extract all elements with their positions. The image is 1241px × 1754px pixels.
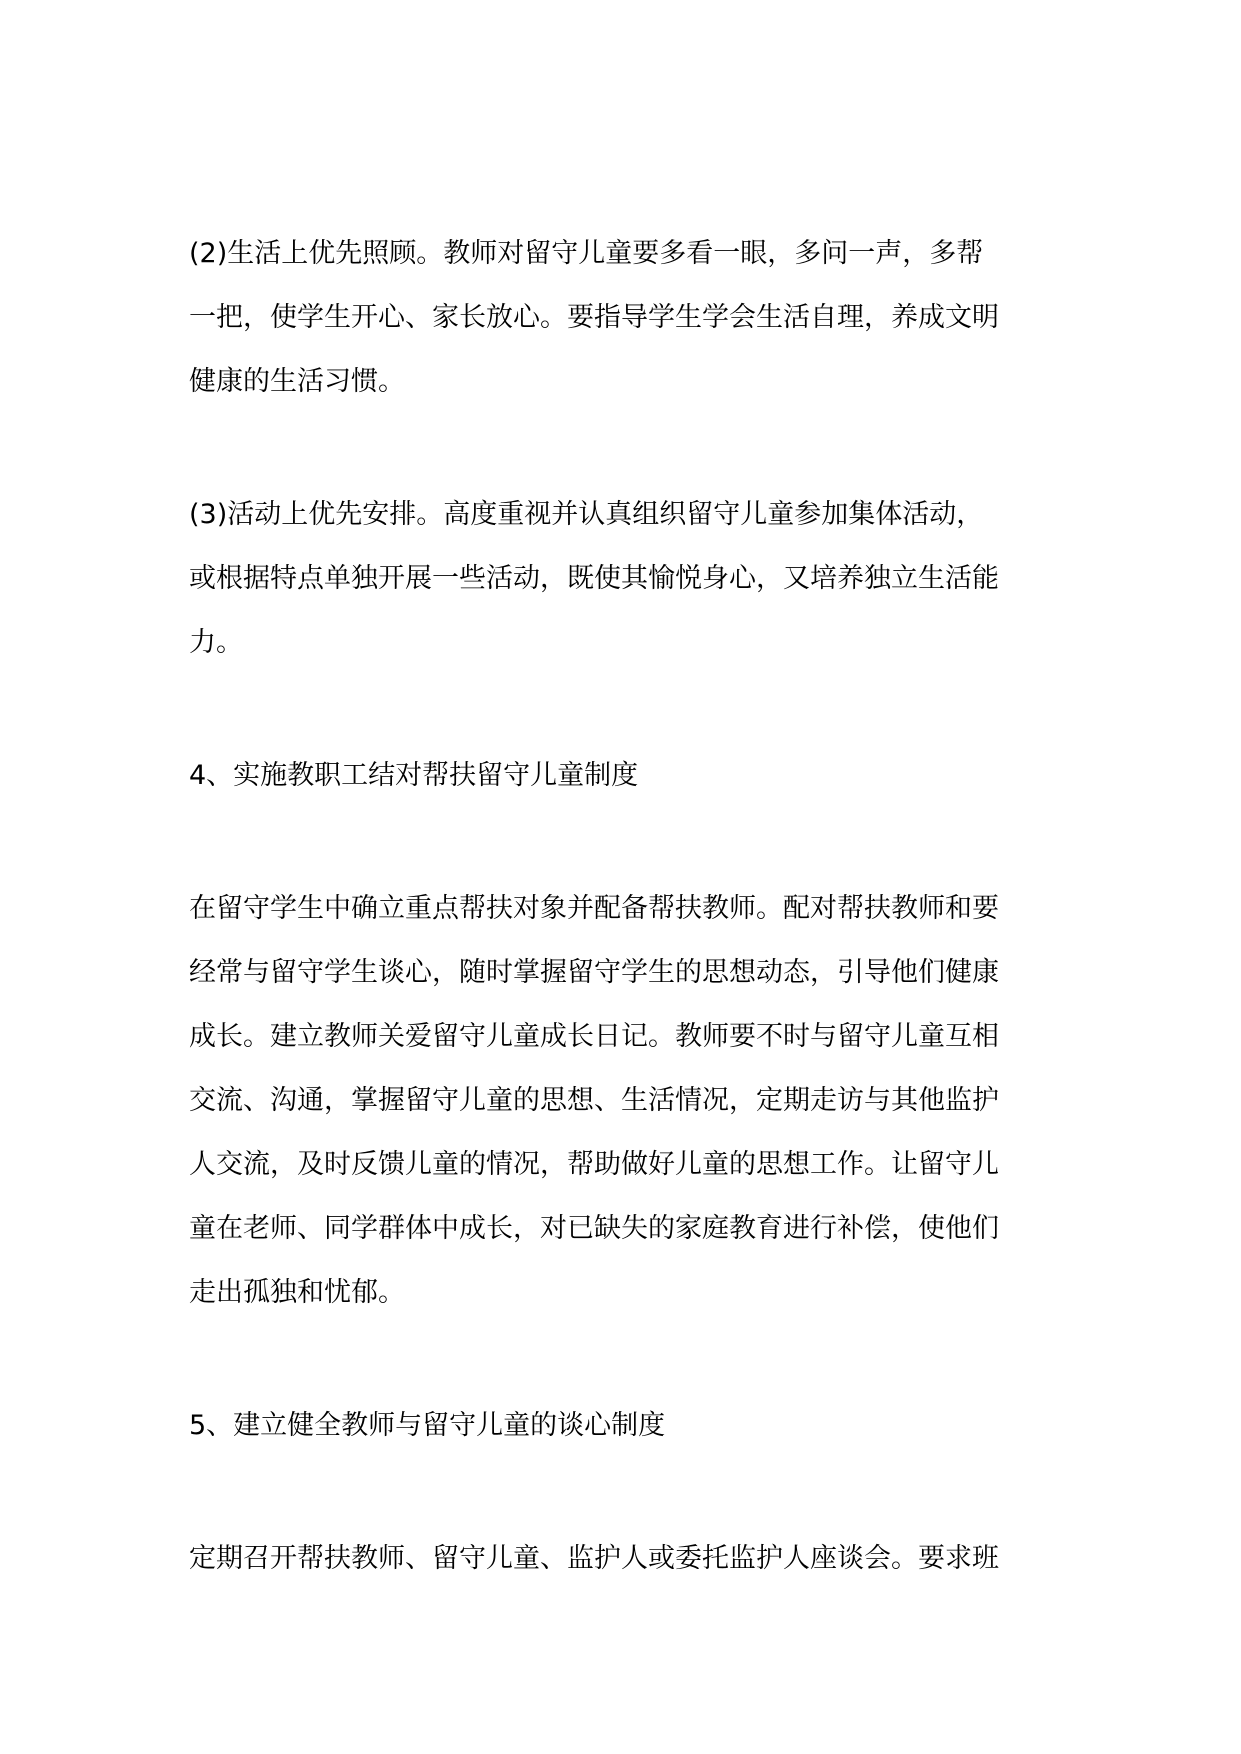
text-line: 力。 [189,627,243,658]
text-line: 在留守学生中确立重点帮扶对象并配备帮扶教师。配对帮扶教师和要 [189,893,999,924]
text-line: 经常与留守学生谈心，随时掌握留守学生的思想动态，引导他们健康 [189,957,999,988]
paragraph-pairing-support [189,877,1055,1325]
paragraph-activity-priority [189,483,1055,675]
text-line: 交流、沟通，掌握留守儿童的思想、生活情况，定期走访与其他监护 [189,1085,999,1116]
text-line: 走出孤独和忧郁。 [189,1277,405,1308]
text-line: 人交流，及时反馈儿童的情况，帮助做好儿童的思想工作。让留守儿 [189,1149,999,1180]
text-line: (3)活动上优先安排。高度重视并认真组织留守儿童参加集体活动， [189,499,984,530]
section-heading-5 [189,1394,1055,1458]
text-line: 童在老师、同学群体中成长，对已缺失的家庭教育进行补偿，使他们 [189,1213,999,1244]
text-line: (2)生活上优先照顾。教师对留守儿童要多看一眼，多问一声，多帮 [189,238,984,269]
text-line: 健康的生活习惯。 [189,366,405,397]
paragraph-meeting [189,1527,1055,1591]
document-page [189,222,1055,1591]
text-line: 或根据特点单独开展一些活动，既使其愉悦身心，又培养独立生活能 [189,563,999,594]
text-line: 一把，使学生开心、家长放心。要指导学生学会生活自理，养成文明 [189,302,999,333]
section-heading-4 [189,744,1055,808]
text-line: 定期召开帮扶教师、留守儿童、监护人或委托监护人座谈会。要求班 [189,1543,999,1574]
heading-text: 4、实施教职工结对帮扶留守儿童制度 [189,760,639,791]
heading-text: 5、建立健全教师与留守儿童的谈心制度 [189,1410,666,1441]
paragraph-life-care [189,222,1055,414]
text-line: 成长。建立教师关爱留守儿童成长日记。教师要不时与留守儿童互相 [189,1021,999,1052]
